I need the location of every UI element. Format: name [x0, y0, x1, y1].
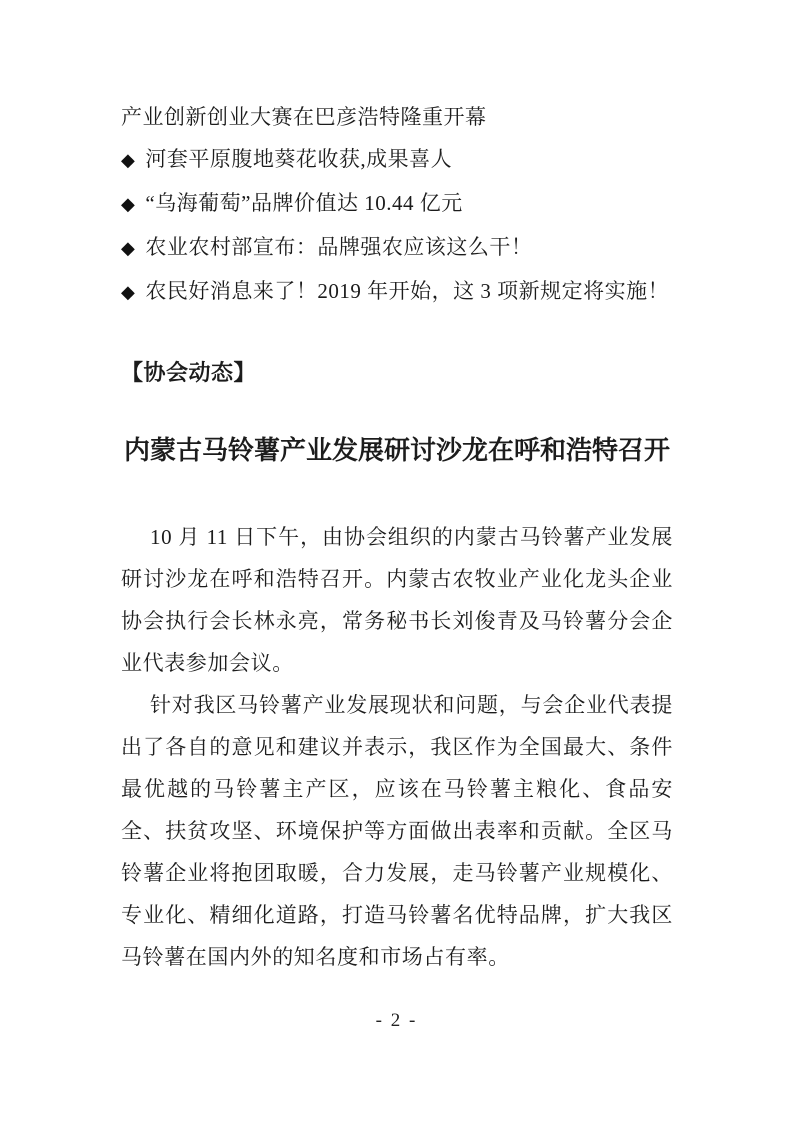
news-digest-list: [121, 138, 673, 314]
article-paragraph: 针对我区马铃薯产业发展现状和问题，与会企业代表提出了各自的意见和建议并表示，我区作为全国最大、条件最优越的马铃薯主产区，应该在马铃薯主粮化、食品安全、扶贫攻坚、环境保护等方面做出表率和贡献。全区马铃薯企业将抱团取暖，合力发展，走马铃薯产业规模化、专业化、精细化道路，打造马铃薯名优特品牌，扩大我区马铃薯在国内外的知名度和市场占有率。: [121, 693, 673, 969]
page-number: - 2 -: [375, 1010, 418, 1031]
digest-item-text: “乌海葡萄”品牌价值达 10.44 亿元: [145, 191, 463, 215]
list-item: [121, 226, 673, 270]
diamond-bullet-icon: ◆: [121, 282, 136, 303]
digest-item-text: 河套平原腹地葵花收获,成果喜人: [145, 147, 453, 171]
diamond-bullet-icon: ◆: [121, 150, 136, 171]
list-item: [121, 270, 673, 314]
article-paragraph: 10 月 11 日下午，由协会组织的内蒙古马铃薯产业发展研讨沙龙在呼和浩特召开。内蒙古农牧业产业化龙头企业协会执行会长林永亮，常务秘书长刘俊青及马铃薯分会企业代表参加会议。: [121, 525, 673, 675]
list-item: [121, 138, 673, 182]
article-title: 内蒙古马铃薯产业发展研讨沙龙在呼和浩特召开: [123, 436, 670, 465]
diamond-bullet-icon: ◆: [121, 238, 136, 259]
article-body: [121, 516, 673, 978]
diamond-bullet-icon: ◆: [121, 194, 136, 215]
list-item: [121, 182, 673, 226]
page-content: [121, 96, 673, 978]
digest-item-text: 农民好消息来了！2019 年开始，这 3 项新规定将实施！: [145, 279, 670, 303]
section-header: 【协会动态】: [121, 360, 257, 385]
digest-overflow-line: 产业创新创业大赛在巴彦浩特隆重开幕: [121, 105, 487, 129]
digest-item-text: 农业农村部宣布：品牌强农应该这么干！: [145, 235, 533, 259]
